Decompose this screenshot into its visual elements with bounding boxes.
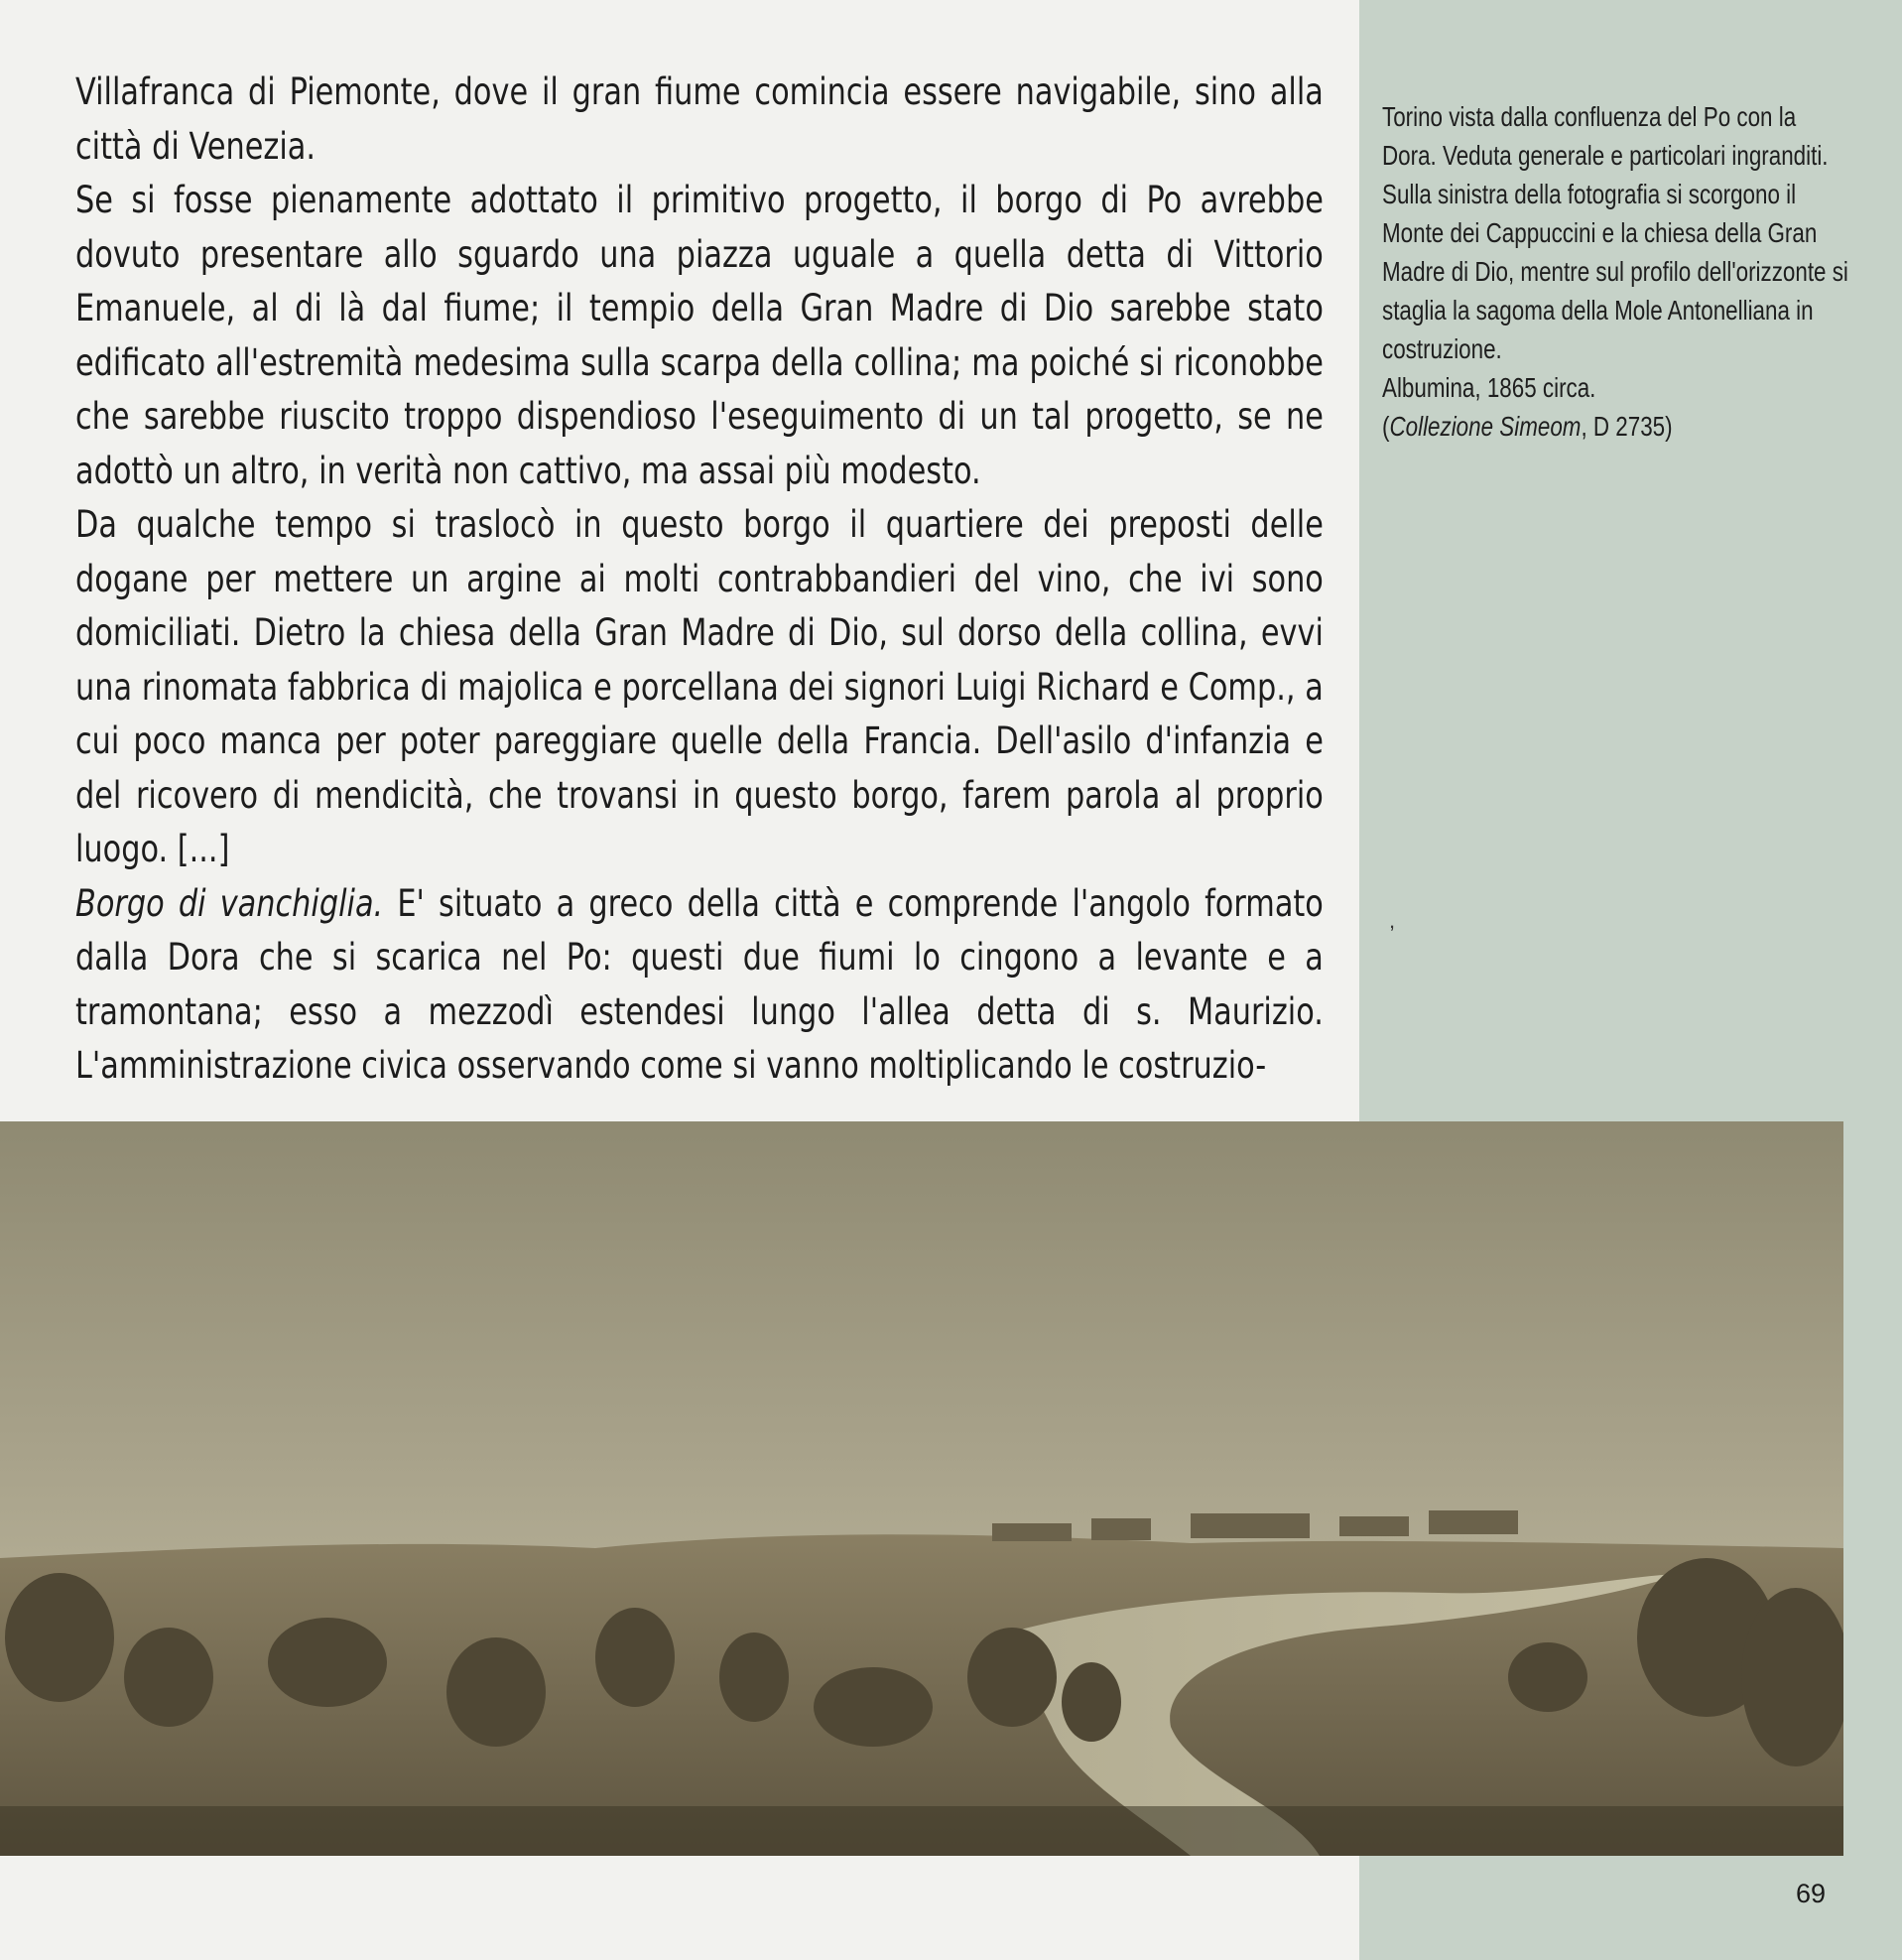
paragraph: Se si fosse pienamente adottato il primitivo progetto, il borgo di Po avrebbe dovuto presentare allo sguardo una piazza uguale a quella detta di Vittorio Emanuele, al di là dal fiume; il tempio della Gran Madre di Dio sarebbe stato edificato all'estremità medesima sulla scarpa della collina; ma poiché si riconobbe che sarebbe riuscito troppo dispendioso l'eseguimento di un tal progetto, se ne adottò un altro, in verità non cattivo, ma assai più modesto. — [75, 179, 1324, 492]
paragraph: Da qualche tempo si traslocò in questo borgo il quartiere dei preposti delle dogane per mettere un argine ai molti contrabbandieri del vino, che ivi sono domiciliati. Dietro la chiesa della Gran Madre di Dio, sul dorso della collina, evvi una rinomata fabbrica di majolica e porcellana dei signori Luigi Richard e Comp., a cui poco manca per poter pareggiare quelle della Francia. Dell'asilo d'infanzia e del ricovero di mendicità, che trovansi in questo borgo, farem parola al proprio luogo. [...] — [75, 503, 1324, 870]
caption-title: Torino vista dalla confluenza del Po con la Dora. Veduta generale e particolari ingranditi. — [1382, 101, 1829, 171]
paragraph: Villafranca di Piemonte, dove il gran fiume comincia essere navigabile, sino alla città di Venezia. — [75, 70, 1324, 168]
paragraph — [75, 877, 1324, 1094]
photo-caption — [1382, 97, 1850, 446]
body-text — [75, 65, 1324, 1094]
section-heading: Borgo di vanchiglia. — [75, 881, 384, 925]
caption-description: Sulla sinistra della fotografia si scorgono il Monte dei Cappuccini e la chiesa della Gran Madre di Dio, mentre sul profilo dell'orizzonte si staglia la sagoma della Mole Antonelliana in costruzione. — [1382, 179, 1848, 364]
caption-technique: Albumina, 1865 circa. — [1382, 372, 1596, 403]
landscape-photograph — [0, 1121, 1843, 1856]
collection-name: Collezione Simeom — [1389, 411, 1582, 442]
foreground-shadow — [0, 1806, 1843, 1856]
caption-credit: (Collezione Simeom, D 2735) — [1382, 411, 1673, 442]
page-number: 69 — [1796, 1879, 1827, 1908]
stray-mark: , — [1389, 908, 1396, 933]
paragraph-text: E' situato a greco della città e comprende l'angolo formato dalla Dora che si scarica nel Po: questi due fiumi lo cingono a levante e a tramontana; esso a mezzodì estendesi lungo l'allea detta di s. Maurizio. L'amministrazione civica osservando come si vanno moltiplicando le costruzio- — [75, 881, 1324, 1087]
